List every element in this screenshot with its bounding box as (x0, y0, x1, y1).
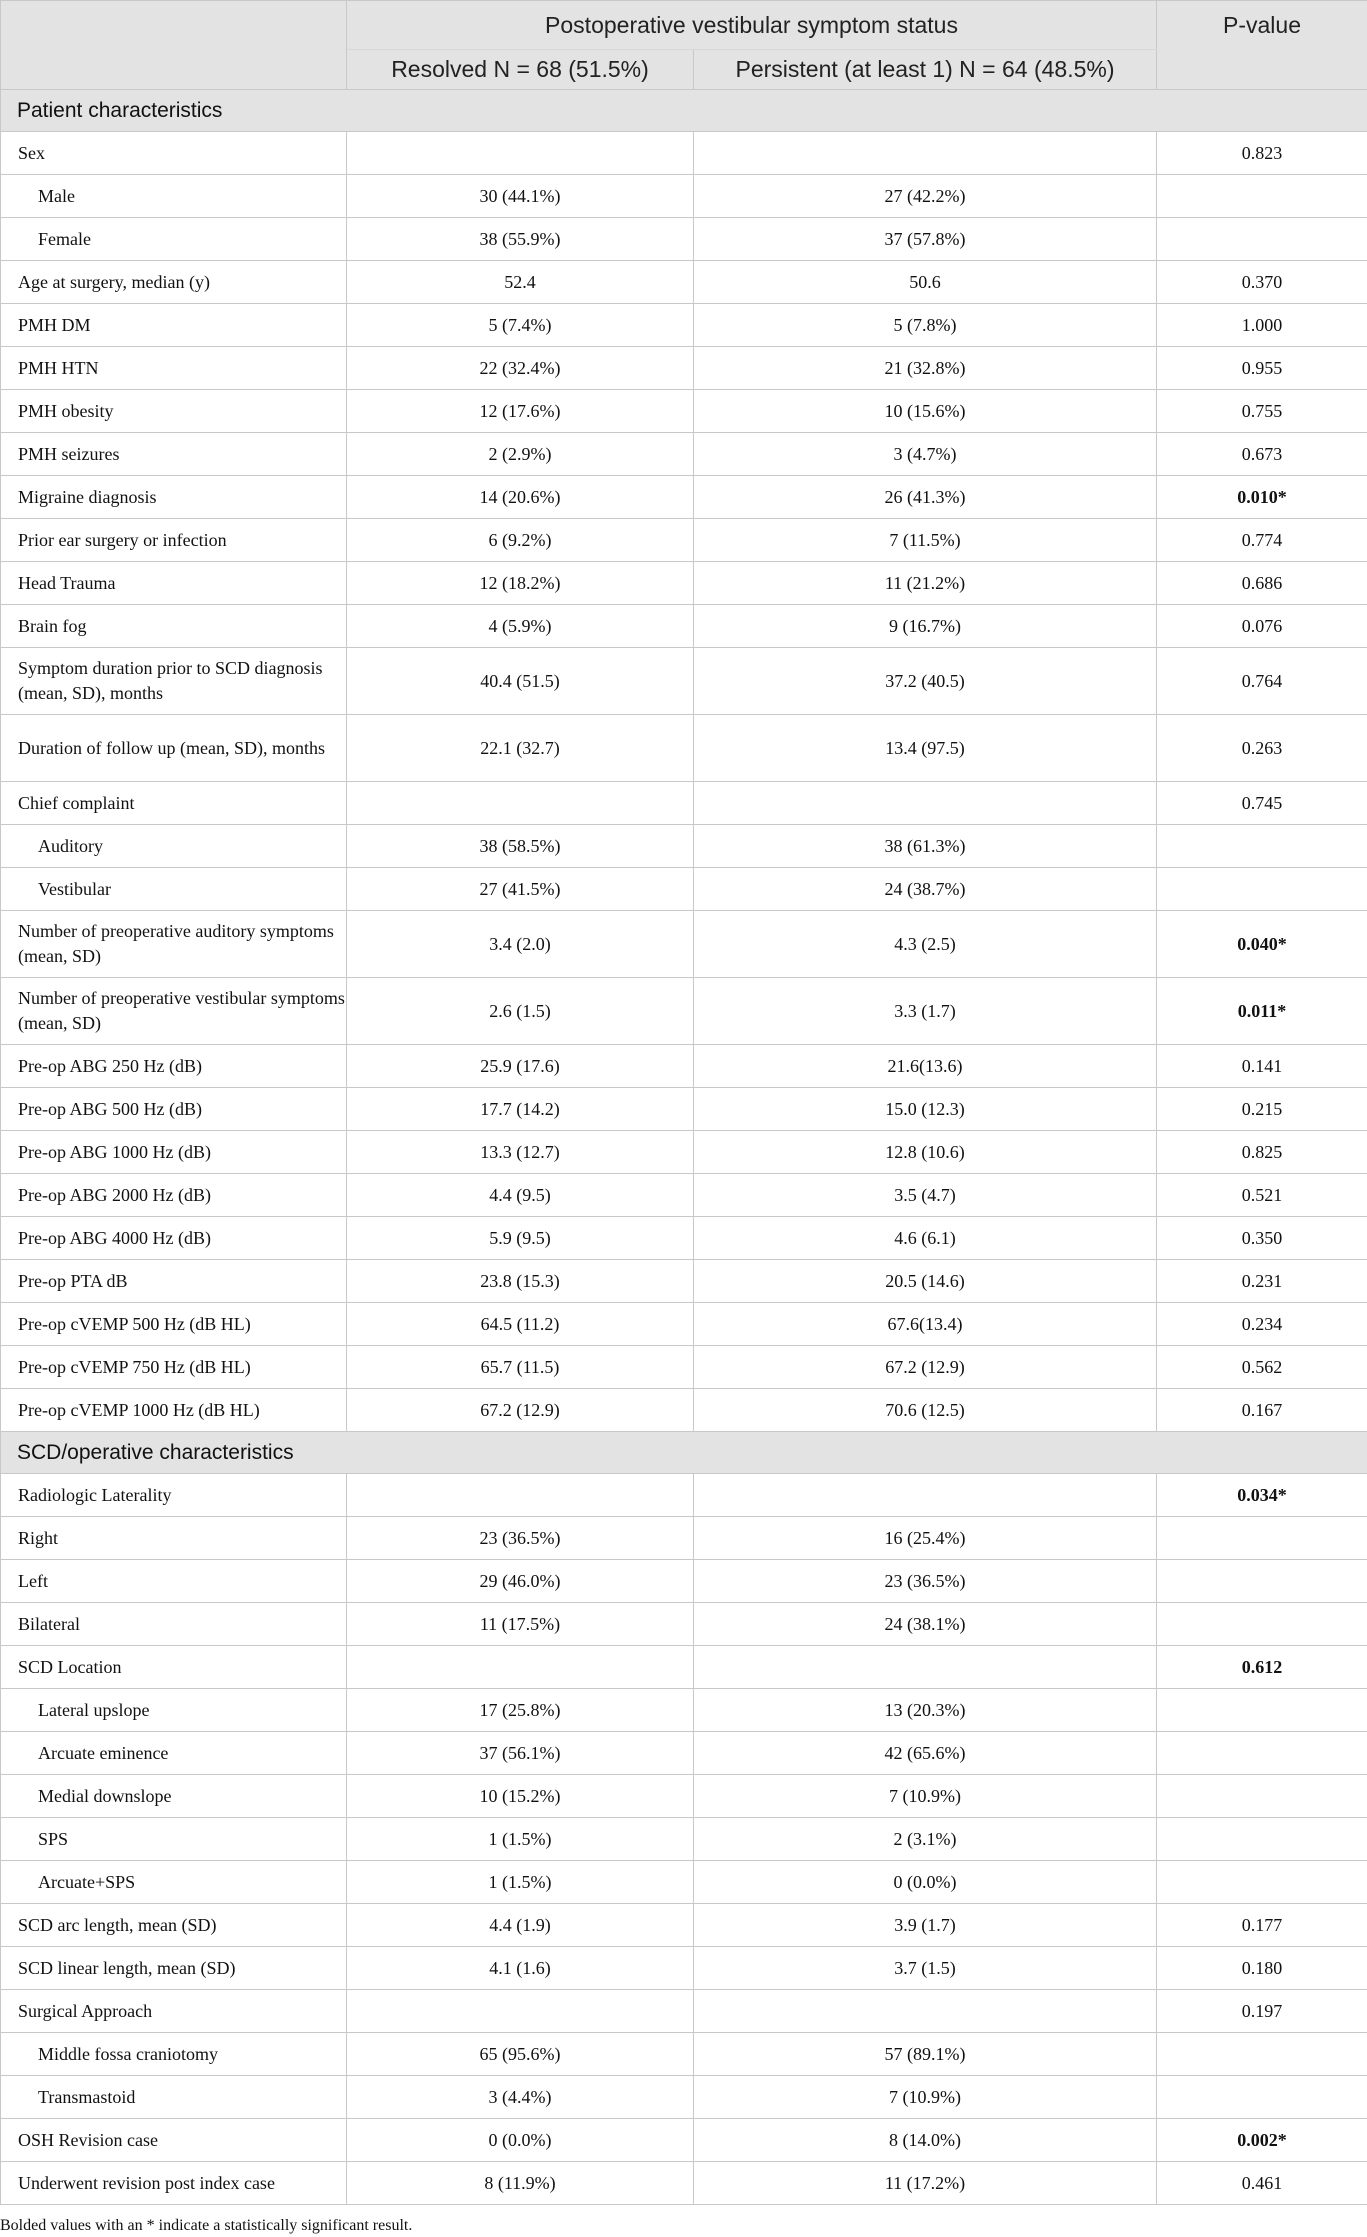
row-label: Pre-op cVEMP 750 Hz (dB HL) (1, 1346, 347, 1389)
row-label: Surgical Approach (1, 1990, 347, 2033)
resolved-value: 13.3 (12.7) (347, 1131, 694, 1174)
row-label: Pre-op ABG 1000 Hz (dB) (1, 1131, 347, 1174)
row-label: Number of preoperative auditory symptoms (mean, SD) (1, 911, 347, 978)
row-label: Pre-op ABG 250 Hz (dB) (1, 1045, 347, 1088)
row-label: Symptom duration prior to SCD diagnosis (mean, SD), months (1, 648, 347, 715)
p-value: 0.755 (1157, 390, 1367, 433)
row-label: Radiologic Laterality (1, 1474, 347, 1517)
resolved-value: 2 (2.9%) (347, 433, 694, 476)
row-label: Age at surgery, median (y) (1, 261, 347, 304)
row-label: Head Trauma (1, 562, 347, 605)
table-row (1, 868, 1367, 911)
table-row (1, 1861, 1367, 1904)
table-row (1, 390, 1367, 433)
row-label: Sex (1, 132, 347, 175)
row-label: Migraine diagnosis (1, 476, 347, 519)
resolved-value: 23 (36.5%) (347, 1517, 694, 1560)
table-row (1, 2076, 1367, 2119)
table-row (1, 175, 1367, 218)
resolved-value (347, 1646, 694, 1689)
resolved-value: 8 (11.9%) (347, 2162, 694, 2205)
persistent-value: 21 (32.8%) (694, 347, 1157, 390)
persistent-value: 3.5 (4.7) (694, 1174, 1157, 1217)
row-label: Pre-op ABG 4000 Hz (dB) (1, 1217, 347, 1260)
p-value: 0.764 (1157, 648, 1367, 715)
row-label: Lateral upslope (1, 1689, 347, 1732)
table-row (1, 1990, 1367, 2033)
persistent-value: 3.3 (1.7) (694, 978, 1157, 1045)
resolved-value: 5 (7.4%) (347, 304, 694, 347)
p-value: 0.215 (1157, 1088, 1367, 1131)
table-body (1, 90, 1367, 2205)
p-value: 0.002* (1157, 2119, 1367, 2162)
p-value (1157, 1689, 1367, 1732)
persistent-value: 3.9 (1.7) (694, 1904, 1157, 1947)
table-row (1, 1088, 1367, 1131)
resolved-value: 4.4 (1.9) (347, 1904, 694, 1947)
row-label: OSH Revision case (1, 2119, 347, 2162)
row-label: Pre-op ABG 500 Hz (dB) (1, 1088, 347, 1131)
p-value: 0.040* (1157, 911, 1367, 978)
persistent-value: 24 (38.1%) (694, 1603, 1157, 1646)
table-row (1, 1045, 1367, 1088)
resolved-value: 1 (1.5%) (347, 1861, 694, 1904)
resolved-value: 14 (20.6%) (347, 476, 694, 519)
row-label: SCD Location (1, 1646, 347, 1689)
resolved-value: 38 (55.9%) (347, 218, 694, 261)
row-label: Vestibular (1, 868, 347, 911)
persistent-value: 16 (25.4%) (694, 1517, 1157, 1560)
resolved-value: 37 (56.1%) (347, 1732, 694, 1775)
table-row (1, 911, 1367, 978)
p-value: 0.521 (1157, 1174, 1367, 1217)
resolved-value: 38 (58.5%) (347, 825, 694, 868)
p-value (1157, 1603, 1367, 1646)
row-label: Medial downslope (1, 1775, 347, 1818)
header-resolved: Resolved N = 68 (51.5%) (347, 50, 694, 90)
table-row (1, 476, 1367, 519)
persistent-value: 37 (57.8%) (694, 218, 1157, 261)
table-row (1, 605, 1367, 648)
p-value: 0.167 (1157, 1389, 1367, 1432)
persistent-value: 21.6(13.6) (694, 1045, 1157, 1088)
resolved-value: 65.7 (11.5) (347, 1346, 694, 1389)
resolved-value: 3.4 (2.0) (347, 911, 694, 978)
p-value: 0.141 (1157, 1045, 1367, 1088)
section-header-row (1, 1432, 1367, 1474)
row-label: PMH DM (1, 304, 347, 347)
table-row (1, 1217, 1367, 1260)
persistent-value (694, 1990, 1157, 2033)
resolved-value: 25.9 (17.6) (347, 1045, 694, 1088)
table-row (1, 562, 1367, 605)
table-row (1, 1904, 1367, 1947)
p-value: 0.350 (1157, 1217, 1367, 1260)
resolved-value (347, 1990, 694, 2033)
table-row (1, 1474, 1367, 1517)
row-label: SCD linear length, mean (SD) (1, 1947, 347, 1990)
resolved-value (347, 132, 694, 175)
table-row (1, 1646, 1367, 1689)
resolved-value: 12 (18.2%) (347, 562, 694, 605)
p-value (1157, 2033, 1367, 2076)
p-value: 0.011* (1157, 978, 1367, 1045)
table-row (1, 2119, 1367, 2162)
p-value (1157, 1861, 1367, 1904)
row-label: Right (1, 1517, 347, 1560)
resolved-value: 65 (95.6%) (347, 2033, 694, 2076)
table-row (1, 1389, 1367, 1432)
table-row (1, 2033, 1367, 2076)
persistent-value: 7 (10.9%) (694, 1775, 1157, 1818)
persistent-value: 23 (36.5%) (694, 1560, 1157, 1603)
p-value (1157, 825, 1367, 868)
p-value: 0.686 (1157, 562, 1367, 605)
persistent-value: 67.2 (12.9) (694, 1346, 1157, 1389)
resolved-value: 64.5 (11.2) (347, 1303, 694, 1346)
row-label: Arcuate eminence (1, 1732, 347, 1775)
table-row (1, 1303, 1367, 1346)
table-row (1, 261, 1367, 304)
resolved-value: 27 (41.5%) (347, 868, 694, 911)
resolved-value: 5.9 (9.5) (347, 1217, 694, 1260)
p-value: 0.180 (1157, 1947, 1367, 1990)
row-label: Auditory (1, 825, 347, 868)
persistent-value: 7 (10.9%) (694, 2076, 1157, 2119)
persistent-value: 9 (16.7%) (694, 605, 1157, 648)
resolved-value: 52.4 (347, 261, 694, 304)
resolved-value: 22.1 (32.7) (347, 715, 694, 782)
p-value: 0.461 (1157, 2162, 1367, 2205)
table-row (1, 1174, 1367, 1217)
persistent-value: 5 (7.8%) (694, 304, 1157, 347)
persistent-value: 38 (61.3%) (694, 825, 1157, 868)
persistent-value: 13.4 (97.5) (694, 715, 1157, 782)
table-row (1, 218, 1367, 261)
row-label: Male (1, 175, 347, 218)
resolved-value: 67.2 (12.9) (347, 1389, 694, 1432)
row-label: Chief complaint (1, 782, 347, 825)
table-row (1, 1689, 1367, 1732)
table-row (1, 519, 1367, 562)
table-row (1, 1346, 1367, 1389)
persistent-value: 4.3 (2.5) (694, 911, 1157, 978)
row-label: Pre-op PTA dB (1, 1260, 347, 1303)
resolved-value: 0 (0.0%) (347, 2119, 694, 2162)
resolved-value: 23.8 (15.3) (347, 1260, 694, 1303)
p-value: 0.745 (1157, 782, 1367, 825)
table-row (1, 1560, 1367, 1603)
persistent-value: 20.5 (14.6) (694, 1260, 1157, 1303)
p-value: 0.010* (1157, 476, 1367, 519)
p-value: 0.076 (1157, 605, 1367, 648)
row-label: Pre-op cVEMP 500 Hz (dB HL) (1, 1303, 347, 1346)
persistent-value (694, 132, 1157, 175)
persistent-value: 57 (89.1%) (694, 2033, 1157, 2076)
table-row (1, 304, 1367, 347)
row-label: PMH obesity (1, 390, 347, 433)
resolved-value: 11 (17.5%) (347, 1603, 694, 1646)
p-value (1157, 1517, 1367, 1560)
resolved-value: 2.6 (1.5) (347, 978, 694, 1045)
p-value: 0.825 (1157, 1131, 1367, 1174)
persistent-value: 26 (41.3%) (694, 476, 1157, 519)
table-row (1, 1131, 1367, 1174)
row-label: Prior ear surgery or infection (1, 519, 347, 562)
row-label: Left (1, 1560, 347, 1603)
persistent-value: 3 (4.7%) (694, 433, 1157, 476)
resolved-value: 12 (17.6%) (347, 390, 694, 433)
persistent-value: 70.6 (12.5) (694, 1389, 1157, 1432)
persistent-value: 0 (0.0%) (694, 1861, 1157, 1904)
row-label: Brain fog (1, 605, 347, 648)
table-row (1, 433, 1367, 476)
persistent-value: 37.2 (40.5) (694, 648, 1157, 715)
row-label: Duration of follow up (mean, SD), months (1, 715, 347, 782)
row-label: Pre-op ABG 2000 Hz (dB) (1, 1174, 347, 1217)
table-header (1, 1, 1367, 90)
table-row (1, 1603, 1367, 1646)
section-title: Patient characteristics (1, 90, 1367, 132)
resolved-value: 40.4 (51.5) (347, 648, 694, 715)
resolved-value: 29 (46.0%) (347, 1560, 694, 1603)
row-label: Number of preoperative vestibular symptoms (mean, SD) (1, 978, 347, 1045)
resolved-value: 10 (15.2%) (347, 1775, 694, 1818)
table-footnote: Bolded values with an * indicate a statistically significant result. (0, 2217, 413, 2234)
row-label: Bilateral (1, 1603, 347, 1646)
p-value (1157, 1560, 1367, 1603)
p-value: 0.197 (1157, 1990, 1367, 2033)
resolved-value (347, 782, 694, 825)
persistent-value: 13 (20.3%) (694, 1689, 1157, 1732)
table-row (1, 825, 1367, 868)
table-row (1, 715, 1367, 782)
resolved-value: 3 (4.4%) (347, 2076, 694, 2119)
table-row (1, 1775, 1367, 1818)
p-value (1157, 2076, 1367, 2119)
persistent-value: 12.8 (10.6) (694, 1131, 1157, 1174)
p-value: 0.612 (1157, 1646, 1367, 1689)
resolved-value: 4 (5.9%) (347, 605, 694, 648)
table-row (1, 978, 1367, 1045)
p-value (1157, 1818, 1367, 1861)
p-value: 0.562 (1157, 1346, 1367, 1389)
p-value: 0.955 (1157, 347, 1367, 390)
resolved-value: 17.7 (14.2) (347, 1088, 694, 1131)
persistent-value: 27 (42.2%) (694, 175, 1157, 218)
persistent-value: 15.0 (12.3) (694, 1088, 1157, 1131)
table-row (1, 1517, 1367, 1560)
p-value (1157, 175, 1367, 218)
persistent-value: 7 (11.5%) (694, 519, 1157, 562)
p-value: 0.263 (1157, 715, 1367, 782)
resolved-value (347, 1474, 694, 1517)
row-label: Transmastoid (1, 2076, 347, 2119)
header-persistent: Persistent (at least 1) N = 64 (48.5%) (694, 50, 1157, 90)
table-row (1, 1260, 1367, 1303)
row-label: Arcuate+SPS (1, 1861, 347, 1904)
p-value: 0.673 (1157, 433, 1367, 476)
persistent-value: 3.7 (1.5) (694, 1947, 1157, 1990)
resolved-value: 17 (25.8%) (347, 1689, 694, 1732)
header-pvalue: P-value (1157, 1, 1367, 90)
p-value: 0.823 (1157, 132, 1367, 175)
table-row (1, 132, 1367, 175)
row-label: SPS (1, 1818, 347, 1861)
persistent-value: 11 (21.2%) (694, 562, 1157, 605)
resolved-value: 22 (32.4%) (347, 347, 694, 390)
table-row (1, 1732, 1367, 1775)
persistent-value: 42 (65.6%) (694, 1732, 1157, 1775)
table-row (1, 2162, 1367, 2205)
persistent-value: 10 (15.6%) (694, 390, 1157, 433)
row-label: PMH HTN (1, 347, 347, 390)
resolved-value: 30 (44.1%) (347, 175, 694, 218)
resolved-value: 4.4 (9.5) (347, 1174, 694, 1217)
header-group-label: Postoperative vestibular symptom status (347, 1, 1157, 50)
table-row (1, 648, 1367, 715)
persistent-value (694, 782, 1157, 825)
persistent-value: 8 (14.0%) (694, 2119, 1157, 2162)
p-value (1157, 218, 1367, 261)
section-header-row (1, 90, 1367, 132)
row-label: SCD arc length, mean (SD) (1, 1904, 347, 1947)
table-row (1, 347, 1367, 390)
p-value: 0.774 (1157, 519, 1367, 562)
persistent-value (694, 1646, 1157, 1689)
table-row (1, 782, 1367, 825)
p-value (1157, 868, 1367, 911)
persistent-value: 24 (38.7%) (694, 868, 1157, 911)
persistent-value: 50.6 (694, 261, 1157, 304)
p-value: 0.234 (1157, 1303, 1367, 1346)
row-label: PMH seizures (1, 433, 347, 476)
p-value (1157, 1775, 1367, 1818)
p-value: 0.370 (1157, 261, 1367, 304)
persistent-value: 4.6 (6.1) (694, 1217, 1157, 1260)
p-value: 0.231 (1157, 1260, 1367, 1303)
persistent-value: 11 (17.2%) (694, 2162, 1157, 2205)
persistent-value: 2 (3.1%) (694, 1818, 1157, 1861)
row-label: Middle fossa craniotomy (1, 2033, 347, 2076)
p-value: 0.177 (1157, 1904, 1367, 1947)
p-value (1157, 1732, 1367, 1775)
persistent-value: 67.6(13.4) (694, 1303, 1157, 1346)
section-title: SCD/operative characteristics (1, 1432, 1367, 1474)
row-label: Female (1, 218, 347, 261)
table-row (1, 1947, 1367, 1990)
p-value: 1.000 (1157, 304, 1367, 347)
row-label: Pre-op cVEMP 1000 Hz (dB HL) (1, 1389, 347, 1432)
resolved-value: 4.1 (1.6) (347, 1947, 694, 1990)
p-value: 0.034* (1157, 1474, 1367, 1517)
table-row (1, 1818, 1367, 1861)
row-label: Underwent revision post index case (1, 2162, 347, 2205)
resolved-value: 1 (1.5%) (347, 1818, 694, 1861)
persistent-value (694, 1474, 1157, 1517)
header-blank-cell (1, 1, 347, 90)
resolved-value: 6 (9.2%) (347, 519, 694, 562)
